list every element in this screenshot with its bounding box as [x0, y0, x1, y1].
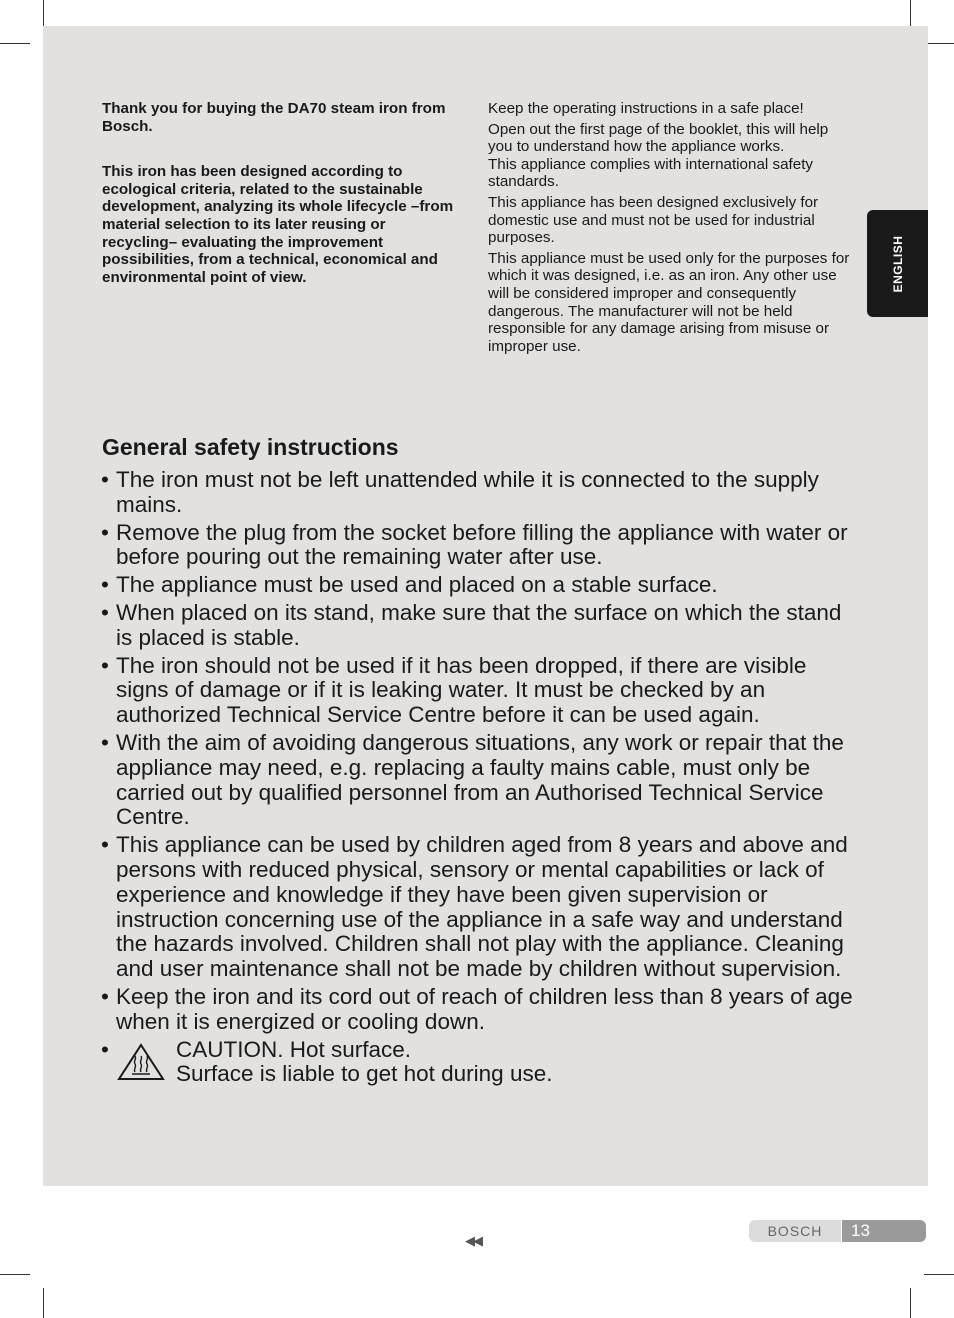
intro-right-column	[488, 100, 850, 358]
intro-left-column	[102, 100, 454, 314]
list-item-text: When placed on its stand, make sure that the surface on which the stand is placed is stable.	[116, 599, 842, 650]
crop-mark	[924, 43, 954, 44]
list-item	[101, 654, 861, 728]
open-booklet-text: Open out the first page of the booklet, this will help you to understand how the appliance works.	[488, 120, 829, 156]
list-item	[101, 833, 861, 982]
brand-label: BOSCH	[749, 1220, 841, 1242]
list-item-text: Remove the plug from the socket before filling the appliance with water or before pouring out the remaining water after use.	[116, 519, 848, 570]
bullet: •	[101, 652, 109, 678]
ecological-design-text: This iron has been designed according to ecological criteria, related to the sustainable development, analyzing its whole lifecycle –from material selection to its later reusing or recycling– evaluating the improvement possibilities, from a technical, economical and environmental point of view.	[102, 163, 454, 286]
bullet: •	[101, 599, 109, 625]
safety-instructions-list	[101, 468, 861, 1090]
hot-surface-warning-icon	[116, 1042, 166, 1082]
list-item-text: The iron should not be used if it has been dropped, if there are visible signs of damage or if it is leaking water. It must be checked by an authorized Technical Service Centre before it can be used again.	[116, 652, 807, 728]
list-item	[101, 468, 861, 518]
list-item-text: The appliance must be used and placed on a stable surface.	[116, 572, 718, 598]
thank-you-text: Thank you for buying the DA70 steam iron from Bosch.	[102, 100, 446, 135]
caution-title: CAUTION. Hot surface.	[176, 1036, 412, 1062]
list-item-text: With the aim of avoiding dangerous situations, any work or repair that the appliance may need, e.g. replacing a faulty mains cable, must only be carried out by qualified personnel from an Authorised Technical Service Centre.	[116, 729, 844, 830]
caution-item	[101, 1038, 861, 1088]
crop-mark	[0, 1274, 30, 1275]
list-item	[101, 573, 861, 598]
crop-mark	[0, 43, 30, 44]
bullet: •	[101, 467, 109, 492]
bullet: •	[101, 729, 109, 755]
language-tab	[867, 210, 928, 317]
keep-instructions-text: Keep the operating instructions in a safe place!	[488, 100, 804, 117]
list-item	[101, 985, 861, 1035]
list-item-text: The iron must not be left unattended while it is connected to the supply mains.	[116, 467, 819, 517]
crop-mark	[43, 1288, 44, 1318]
previous-page-arrows-icon: ◀◀	[465, 1233, 481, 1248]
bullet: •	[101, 983, 109, 1009]
bullet: •	[101, 572, 109, 598]
list-item	[101, 601, 861, 651]
bullet: •	[101, 519, 109, 545]
page-number: 13	[842, 1220, 926, 1242]
intended-use-text: This appliance must be used only for the purposes for which it was designed, i.e. as an iron. Any other use will be considered improper and consequently dangerous. The manufacturer will not be held responsible for any damage arising from misuse or improper use.	[488, 249, 850, 355]
list-item-text: Keep the iron and its cord out of reach of children less than 8 years of age when it is energized or cooling down.	[116, 983, 853, 1034]
section-title: General safety instructions	[102, 434, 399, 460]
list-item	[101, 731, 861, 830]
caution-text	[176, 1038, 552, 1088]
list-item	[101, 521, 861, 571]
language-tab-label: ENGLISH	[890, 235, 905, 292]
crop-mark	[910, 1288, 911, 1318]
safety-standards-text: This appliance complies with international safety standards.	[488, 155, 814, 191]
list-item-text: This appliance can be used by children aged from 8 years and above and persons with reduced physical, sensory or mental capabilities or lack of experience and knowledge if they have been given supervision or instruction concerning use of the appliance in a safe way and understand the hazards involved. Children shall not play with the appliance. Cleaning and user maintenance shall not be made by children without supervision.	[116, 832, 848, 982]
domestic-use-text: This appliance has been designed exclusively for domestic use and must not be used for industrial purposes.	[488, 193, 819, 247]
footer-badge	[749, 1220, 926, 1242]
bullet: •	[101, 1036, 109, 1062]
caution-description: Surface is liable to get hot during use.	[176, 1061, 553, 1087]
bullet: •	[101, 832, 109, 858]
crop-mark	[924, 1274, 954, 1275]
